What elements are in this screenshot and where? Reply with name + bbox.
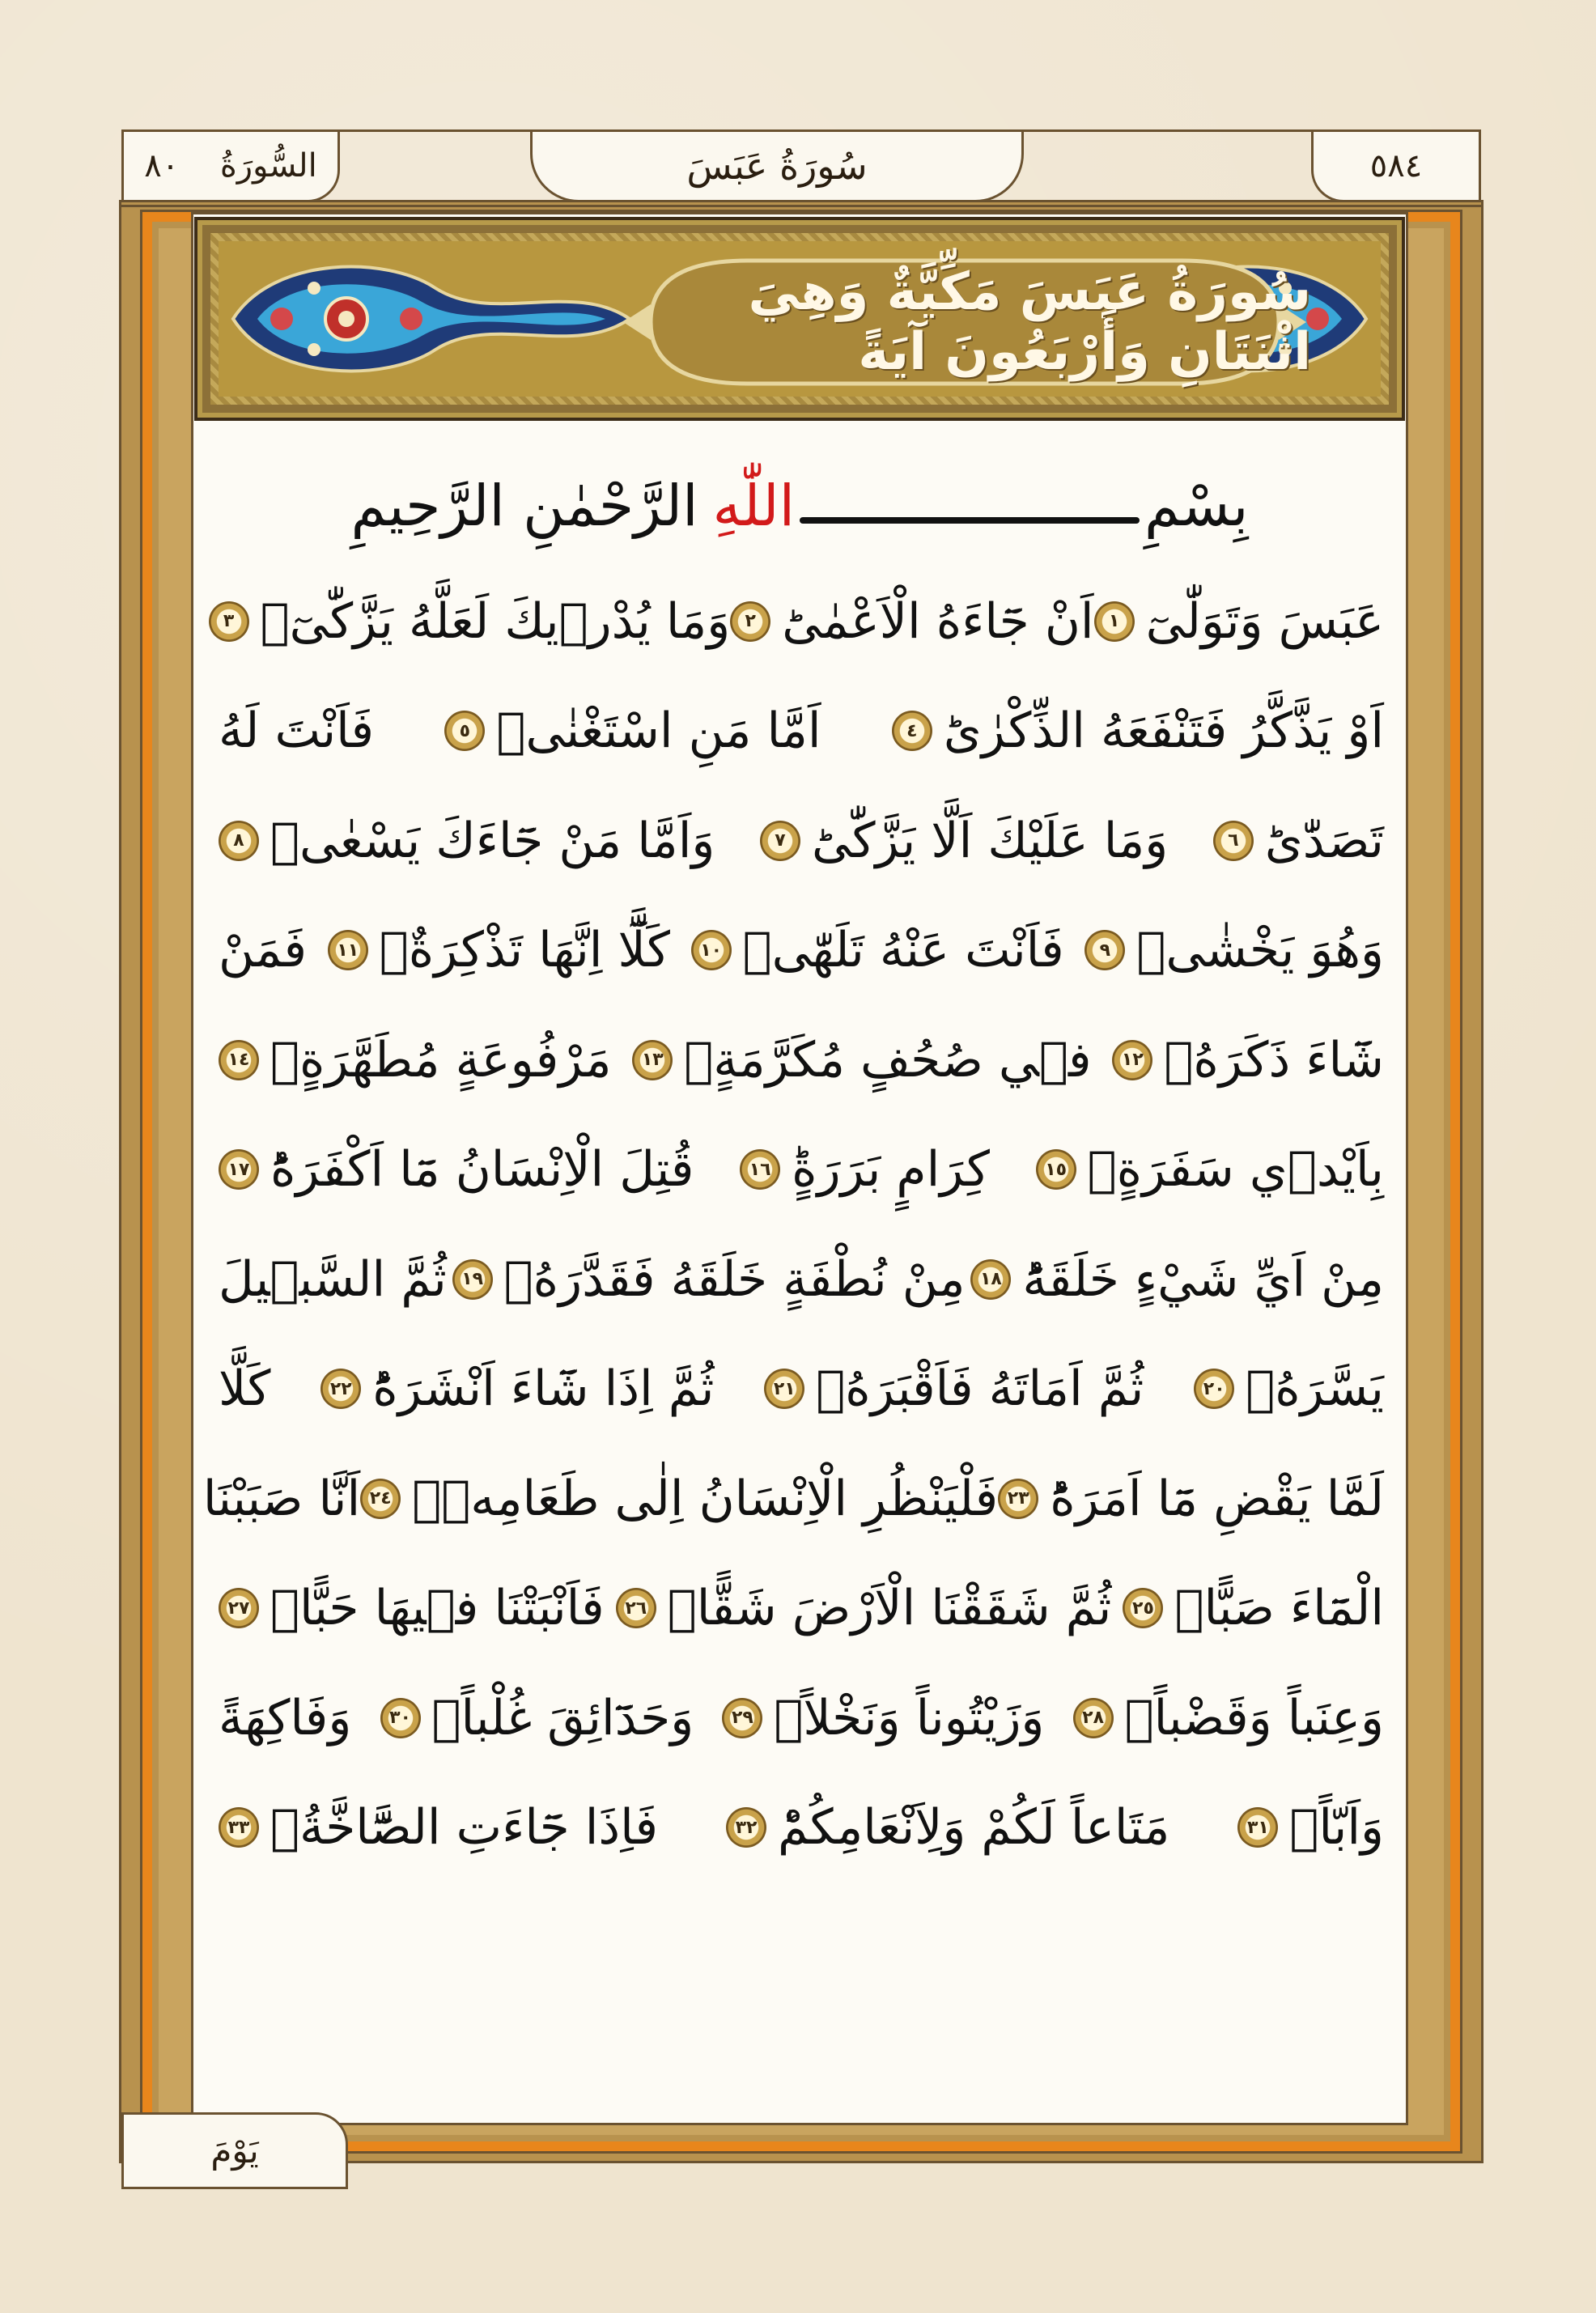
verse-line [219,786,1384,896]
verse-number-marker: ٥ [444,711,485,751]
verse-segment [1213,813,1384,869]
verse-segment [219,922,307,978]
catchword-box [121,2112,348,2189]
verse-text: مِنْ اَيِّ شَيْءٍ خَلَقَهُؕ [1022,1250,1384,1308]
verse-number-marker: ١١ [328,930,368,970]
verse-text: لَمَّا يَقْضِ مَٓا اَمَرَهُؕ [1050,1470,1384,1527]
verse-segment [740,1141,990,1198]
basmala-allah: اللّٰهِ [712,473,796,539]
verse-segment [1036,1141,1384,1198]
verse-line [219,1554,1384,1664]
verse-number-marker: ٣ [209,601,249,642]
verse-text: قُتِلَ الْاِنْسَانُ مَٓا اَكْفَرَهُؕ [270,1141,694,1199]
verse-text: اَنَّا صَبَبْنَا [202,1470,361,1527]
verse-segment [892,702,1384,759]
verse-number-marker: ١٩ [452,1259,493,1300]
verse-line [219,1663,1384,1773]
verse-text: مَتَاعاً لَكُمْ وَلِاَنْعَامِكُمْؕ [778,1799,1170,1857]
verse-number-marker: ٢٨ [1073,1698,1114,1738]
verse-segment [1123,1580,1384,1636]
verse-text: فَاَنْبَتْنَا ف۪يهَا حَبًّاۙ [270,1580,605,1637]
verse-text: وَزَيْتُوناً وَنَخْلاًۙ [774,1689,1045,1746]
verse-segment [219,1690,351,1746]
verse-text: ثُمَّ اَمَاتَهُ فَاَقْبَرَهُۙ [816,1360,1144,1418]
basmala-rest: الرَّحْمٰنِ الرَّحِيمِ [350,473,698,539]
verse-number-marker: ١٢ [1112,1040,1152,1080]
surah-label: السُّورَةُ [219,147,317,185]
verse-segment [730,593,1093,650]
verse-lines [202,567,1384,1882]
verse-number-marker: ١٨ [970,1259,1011,1300]
verse-text: بِاَيْد۪ي سَفَرَةٍۙ [1087,1141,1384,1199]
verse-segment [360,1471,998,1527]
verse-number-marker: ٢٣ [998,1479,1038,1519]
verse-text: مِنْ نُطْفَةٍ خَلَقَهُ فَقَدَّرَهُۙ [503,1250,966,1308]
verse-segment [328,922,670,978]
verse-text: فَمَنْ [219,922,308,979]
verse-text: ف۪ي صُحُفٍ مُكَرَّمَةٍۙ [684,1031,1092,1089]
verse-text: فَاَنْتَ لَهُ [219,702,375,760]
verse-text: كَلَّا [219,1360,271,1418]
verse-number-marker: ٢٢ [320,1369,361,1409]
verse-segment [970,1251,1384,1308]
surah-name: سُورَةُ عَبَسَ [686,144,868,188]
verse-number-marker: ٢٠ [1194,1369,1234,1409]
verse-number-marker: ٣١ [1237,1807,1278,1848]
verse-line [219,1335,1384,1445]
verse-text: يَسَّرَهُۙ [1246,1360,1384,1418]
verse-segment [1194,1360,1384,1417]
verse-number-marker: ١٣ [632,1040,673,1080]
verse-segment [632,1032,1091,1089]
verse-text: فَاَنْتَ عَنْهُ تَلَهّٰىۚ [742,922,1064,979]
verse-segment [219,1799,658,1856]
verse-segment [1237,1799,1384,1856]
verse-segment [219,1251,447,1308]
verse-text: ثُمَّ اِذَا شَٓاءَ اَنْشَرَهُؕ [372,1360,715,1418]
verse-segment [760,813,1168,869]
verse-text: الْمَٓاءَ صَبًّاۙ [1174,1580,1384,1637]
verse-segment [380,1690,694,1746]
verse-segment [219,813,715,869]
verse-number-marker: ٧ [760,821,800,861]
verse-number-marker: ١ [1094,601,1135,642]
verse-text: وَاَمَّا مَنْ جَٓاءَكَ يَسْعٰىۙ [270,812,715,869]
verse-text: تَصَدّٰىؕ [1264,812,1384,869]
verse-text: اَمَّا مَنِ اسْتَغْنٰىۙ [496,702,821,760]
verse-line [219,1773,1384,1883]
verse-number-marker: ٢٤ [360,1479,401,1519]
verse-number-marker: ٢١ [764,1369,804,1409]
verse-segment [764,1360,1144,1417]
verse-number-marker: ٢ [730,601,770,642]
verse-segment [616,1580,1112,1636]
surah-title-banner [194,217,1405,421]
title-cartouche [618,256,1311,388]
verse-segment [219,1580,605,1636]
verse-line [202,1444,1384,1554]
verse-text: اَنْ جَٓاءَهُ الْاَعْمٰىؕ [782,592,1094,650]
verse-line [219,567,1384,677]
verse-number-marker: ٢٧ [219,1588,259,1628]
basmala-bism: بِسْمِ [1144,473,1249,539]
basmala [210,453,1389,558]
verse-number-marker: ٨ [219,821,259,861]
verse-text: كَلَّٓا اِنَّهَا تَذْكِرَةٌۚ [379,922,670,979]
verse-text: اَوْ يَذَّكَّرُ فَتَنْفَعَهُ الذِّكْرٰىؕ [943,702,1384,760]
verse-number-marker: ٦ [1213,821,1254,861]
surah-number-box [121,129,340,202]
verse-text: وَحَدَٓائِقَ غُلْباًۙ [431,1689,694,1746]
verse-segment [219,1032,612,1089]
verse-number-marker: ٢٦ [616,1588,656,1628]
verse-segment [998,1471,1384,1527]
verse-number-marker: ١٤ [219,1040,259,1080]
verse-text: ثُمَّ شَقَقْنَا الْاَرْضَ شَقًّاۙ [667,1580,1112,1637]
verse-text: وَعِنَباً وَقَضْباًۙ [1124,1689,1384,1746]
verse-segment [320,1360,714,1417]
verse-segment [209,593,731,650]
verse-number-marker: ٤ [892,711,932,751]
verse-number-marker: ٣٣ [219,1807,259,1848]
verse-text: وَمَا عَلَيْكَ اَلَّا يَزَّكّٰىؕ [811,812,1169,869]
verse-line [219,677,1384,787]
verse-number-marker: ٣٠ [380,1698,421,1738]
page-number: ٥٨٤ [1369,147,1423,185]
verse-number-marker: ٢٩ [722,1698,762,1738]
floral-ornament-icon [225,248,646,390]
verse-line [219,896,1384,1006]
verse-text: ثُمَّ السَّب۪يلَ [219,1250,447,1308]
verse-text: فَلْيَنْظُرِ الْاِنْسَانُ اِلٰى طَعَامِه۪ۙ [412,1470,999,1527]
basmala-kashida [800,517,1140,524]
verse-text: وَفَاكِهَةً [219,1689,352,1746]
verse-text: عَبَسَ وَتَوَلّٰىٓ [1145,592,1384,650]
verse-number-marker: ١٥ [1036,1149,1076,1190]
verse-number-marker: ٢٥ [1123,1588,1163,1628]
catchword: يَوْمَ [210,2131,259,2171]
verse-segment [1085,922,1384,978]
verse-text: وَمَا يُدْر۪يكَ لَعَلَّهُ يَزَّكّٰىٓۙ [260,592,731,650]
verse-line [219,1115,1384,1225]
verse-segment [1073,1690,1384,1746]
verse-segment [219,1360,270,1417]
verse-number-marker: ٣٢ [726,1807,766,1848]
surah-name-box [530,129,1024,202]
surah-number: ٨٠ [144,147,180,185]
verse-text: شَٓاءَ ذَكَرَهُۢ [1164,1031,1384,1089]
verse-segment [691,922,1064,978]
verse-segment [452,1251,966,1308]
verse-line [219,1224,1384,1335]
verse-segment [722,1690,1044,1746]
verse-number-marker: ١٦ [740,1149,780,1190]
verse-line [219,1005,1384,1115]
verse-number-marker: ٩ [1085,930,1125,970]
verse-text: فَاِذَا جَٓاءَتِ الصَّٓاخَّةُۘ [270,1799,659,1857]
verse-segment [1094,593,1384,650]
verse-text: وَاَبّاًۙ [1289,1799,1384,1857]
verse-text: مَرْفُوعَةٍ مُطَهَّرَةٍۙ [270,1031,612,1089]
verse-number-marker: ١٧ [219,1149,259,1190]
page-number-box [1311,129,1481,202]
verse-text: وَهُوَ يَخْشٰىۙ [1136,922,1384,979]
verse-segment [203,1471,360,1527]
verse-segment [219,1141,694,1198]
verse-segment [726,1799,1169,1856]
verse-segment [444,702,821,759]
verse-text: كِرَامٍ بَرَرَةٍؕ [792,1141,990,1199]
verse-segment [219,702,374,759]
surah-title-text: سُورَةُ عَبَسَ مَكِّيَّةٌ وَهِيَ اثْنَتَانِ وَأَرْبَعُونَ آيَةً [748,262,1311,382]
verse-segment [1112,1032,1384,1089]
verse-number-marker: ١٠ [691,930,732,970]
footer-rule [348,2112,1481,2163]
